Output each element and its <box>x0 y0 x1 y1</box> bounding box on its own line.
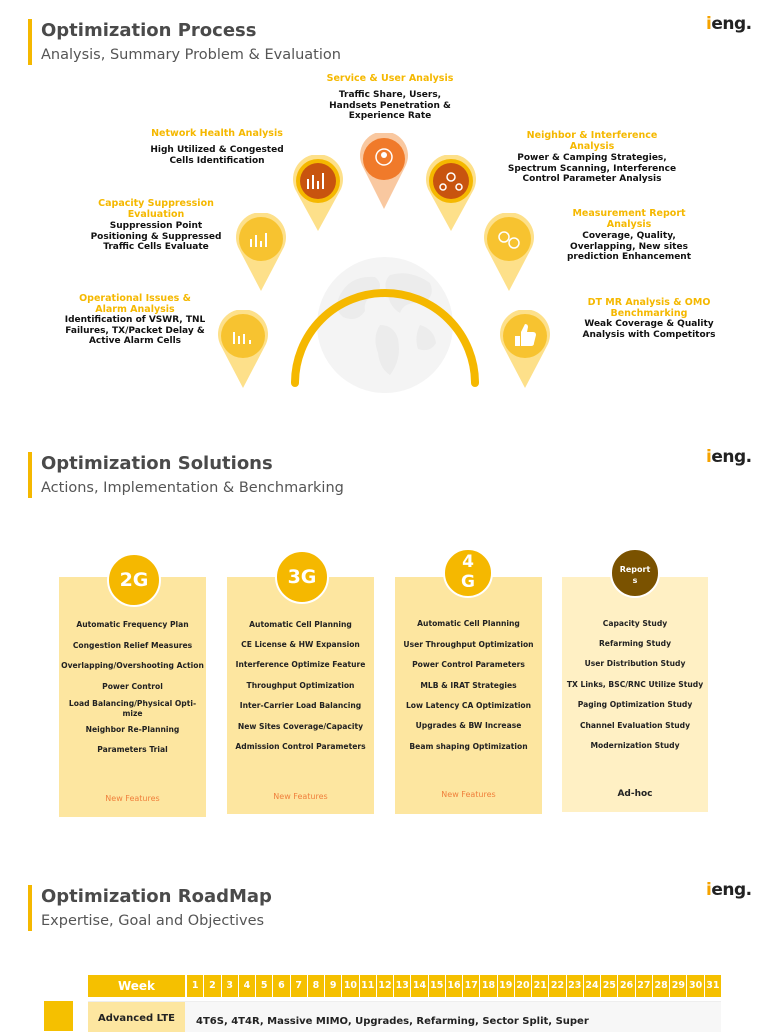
card-item: Paging Optimization Study <box>577 700 693 709</box>
section-accent-bar <box>28 452 32 498</box>
card-item: Inter-Carrier Load Balancing <box>239 701 362 710</box>
week-number-cell: 16 <box>445 975 462 997</box>
roadmap-row-marker <box>44 1001 73 1031</box>
week-number-cell: 28 <box>652 975 669 997</box>
section-accent-bar <box>28 885 32 931</box>
node-title: Network Health Analysis <box>151 128 283 139</box>
week-number-cell: 9 <box>324 975 341 997</box>
card-item: Throughput Optimization <box>246 681 355 690</box>
card-item: Capacity Study <box>602 619 668 628</box>
card-item: Automatic Frequency Plan <box>76 620 189 629</box>
week-number-cell: 7 <box>290 975 307 997</box>
week-number-cell: 23 <box>566 975 583 997</box>
card-footer: New Features <box>105 794 160 803</box>
week-number-cell: 30 <box>686 975 703 997</box>
card-item: CE License & HW Expansion <box>241 640 360 649</box>
card-item: Channel Evaluation Study <box>579 721 691 730</box>
week-number-cell: 24 <box>583 975 600 997</box>
week-number-cell: 12 <box>376 975 393 997</box>
measurement-report-pin-icon <box>482 213 536 293</box>
solution-card-4g <box>395 577 542 814</box>
node-desc: Coverage, Quality, Overlapping, New sites prediction Enhancement <box>566 231 692 262</box>
week-number-cell: 11 <box>359 975 376 997</box>
node-desc: Weak Coverage & Quality Analysis with Competitors <box>582 319 716 340</box>
card-item: MLB & IRAT Strategies <box>420 681 517 690</box>
week-number-cell: 10 <box>341 975 358 997</box>
week-number-cell: 4 <box>238 975 255 997</box>
capacity-suppression-pin-icon <box>234 213 288 293</box>
week-number-cell: 21 <box>531 975 548 997</box>
card-item: Low Latency CA Optimization <box>405 701 532 710</box>
network-health-pin-icon <box>291 155 345 233</box>
week-number-cell: 13 <box>393 975 410 997</box>
card-item: Neighbor Re-Planning <box>85 725 180 734</box>
node-desc: Power & Camping Strategies, Spectrum Scanning, Interference Control Parameter Analysis <box>507 153 677 184</box>
section-subtitle: Analysis, Summary Problem & Evaluation <box>41 47 341 63</box>
roadmap-row-text: 4T6S, 4T4R, Massive MIMO, Upgrades, Refarming, Sector Split, Super <box>196 1016 589 1027</box>
week-number-cell: 26 <box>617 975 634 997</box>
roadmap-row <box>88 1001 721 1032</box>
week-number-cell: 18 <box>479 975 496 997</box>
node-title: Capacity Suppression Evaluation <box>98 198 214 220</box>
node-desc: High Utilized & Congested Cells Identification <box>150 145 284 166</box>
week-number-cell: 19 <box>497 975 514 997</box>
card-item: Beam shaping Optimization <box>409 742 528 751</box>
badge-4g: 4 G <box>443 548 493 598</box>
node-title: Neighbor & Interference Analysis <box>526 130 658 152</box>
week-number-cell: 29 <box>669 975 686 997</box>
card-item: Automatic Cell Planning <box>417 619 520 628</box>
card-item: Admission Control Parameters <box>235 742 366 751</box>
ieng-logo: ieng. <box>706 14 752 34</box>
section-accent-bar <box>28 19 32 65</box>
badge-3g: 3G <box>275 550 329 604</box>
card-footer: New Features <box>441 790 496 799</box>
node-desc: Traffic Share, Users, Handsets Penetration & Experience Rate <box>329 90 451 121</box>
week-number-cell: 5 <box>255 975 272 997</box>
node-desc: Suppression Point Positioning & Suppressed Traffic Cells Evaluate <box>90 221 222 252</box>
week-number-cell: 6 <box>272 975 289 997</box>
section-subtitle: Actions, Implementation & Benchmarking <box>41 480 344 496</box>
node-desc: Identification of VSWR, TNL Failures, TX/Packet Delay & Active Alarm Cells <box>64 315 206 346</box>
ieng-logo: ieng. <box>706 880 752 900</box>
week-number-cell: 2 <box>203 975 220 997</box>
card-item: Refarming Study <box>598 639 672 648</box>
roadmap-row-label: Advanced LTE <box>88 1002 185 1032</box>
card-footer: New Features <box>273 792 328 801</box>
week-number-cell: 25 <box>600 975 617 997</box>
neighbor-interference-pin-icon <box>424 155 478 233</box>
card-item: Parameters Trial <box>97 745 168 754</box>
globe-arc-graphic <box>270 215 500 395</box>
card-item: TX Links, BSC/RNC Utilize Study <box>566 680 704 689</box>
week-number-cell: 1 <box>186 975 203 997</box>
card-item: Upgrades & BW Increase <box>415 721 522 730</box>
node-title: DT MR Analysis & OMO Benchmarking <box>587 297 711 319</box>
card-item: New Sites Coverage/Capacity <box>237 722 364 731</box>
dt-mr-thumbs-up-pin-icon <box>498 310 552 390</box>
solution-card-2g <box>59 577 206 817</box>
badge-2g: 2G <box>107 553 161 607</box>
section-title: Optimization RoadMap <box>41 886 272 907</box>
card-item: Interference Optimize Feature <box>235 660 366 669</box>
node-title: Service & User Analysis <box>326 73 454 84</box>
week-number-cell: 14 <box>410 975 427 997</box>
card-item: User Distribution Study <box>584 659 686 668</box>
card-item: Congestion Relief Measures <box>72 641 193 650</box>
card-item: Modernization Study <box>590 741 680 750</box>
section-title: Optimization Solutions <box>41 453 273 474</box>
week-number-cell: 20 <box>514 975 531 997</box>
node-title: Operational Issues & Alarm Analysis <box>79 293 191 315</box>
service-user-pin-icon <box>358 133 410 211</box>
card-item: Load Balancing/Physical Opti- mize <box>68 699 197 718</box>
section-title: Optimization Process <box>41 20 257 41</box>
solution-card-reports <box>562 577 708 812</box>
world-map-icon <box>317 257 453 393</box>
week-number-cell: 15 <box>428 975 445 997</box>
week-number-cell: 22 <box>548 975 565 997</box>
week-number-cell: 31 <box>704 975 721 997</box>
solution-card-3g <box>227 577 374 814</box>
card-item: Overlapping/Overshooting Action <box>61 661 204 670</box>
card-item: User Throughput Optimization <box>403 640 534 649</box>
card-footer: Ad-hoc <box>617 789 653 799</box>
week-number-cell: 3 <box>221 975 238 997</box>
week-number-cell: 27 <box>635 975 652 997</box>
week-header: Week <box>88 975 185 997</box>
card-item: Automatic Cell Planning <box>249 620 352 629</box>
card-item: Power Control <box>102 682 163 691</box>
ieng-logo: ieng. <box>706 447 752 467</box>
operational-issues-pin-icon <box>216 310 270 390</box>
week-number-cell: 8 <box>307 975 324 997</box>
week-number-cell: 17 <box>462 975 479 997</box>
badge-reports: Report s <box>610 548 660 598</box>
card-item: Power Control Parameters <box>412 660 525 669</box>
node-title: Measurement Report Analysis <box>572 208 686 230</box>
section-subtitle: Expertise, Goal and Objectives <box>41 913 265 929</box>
